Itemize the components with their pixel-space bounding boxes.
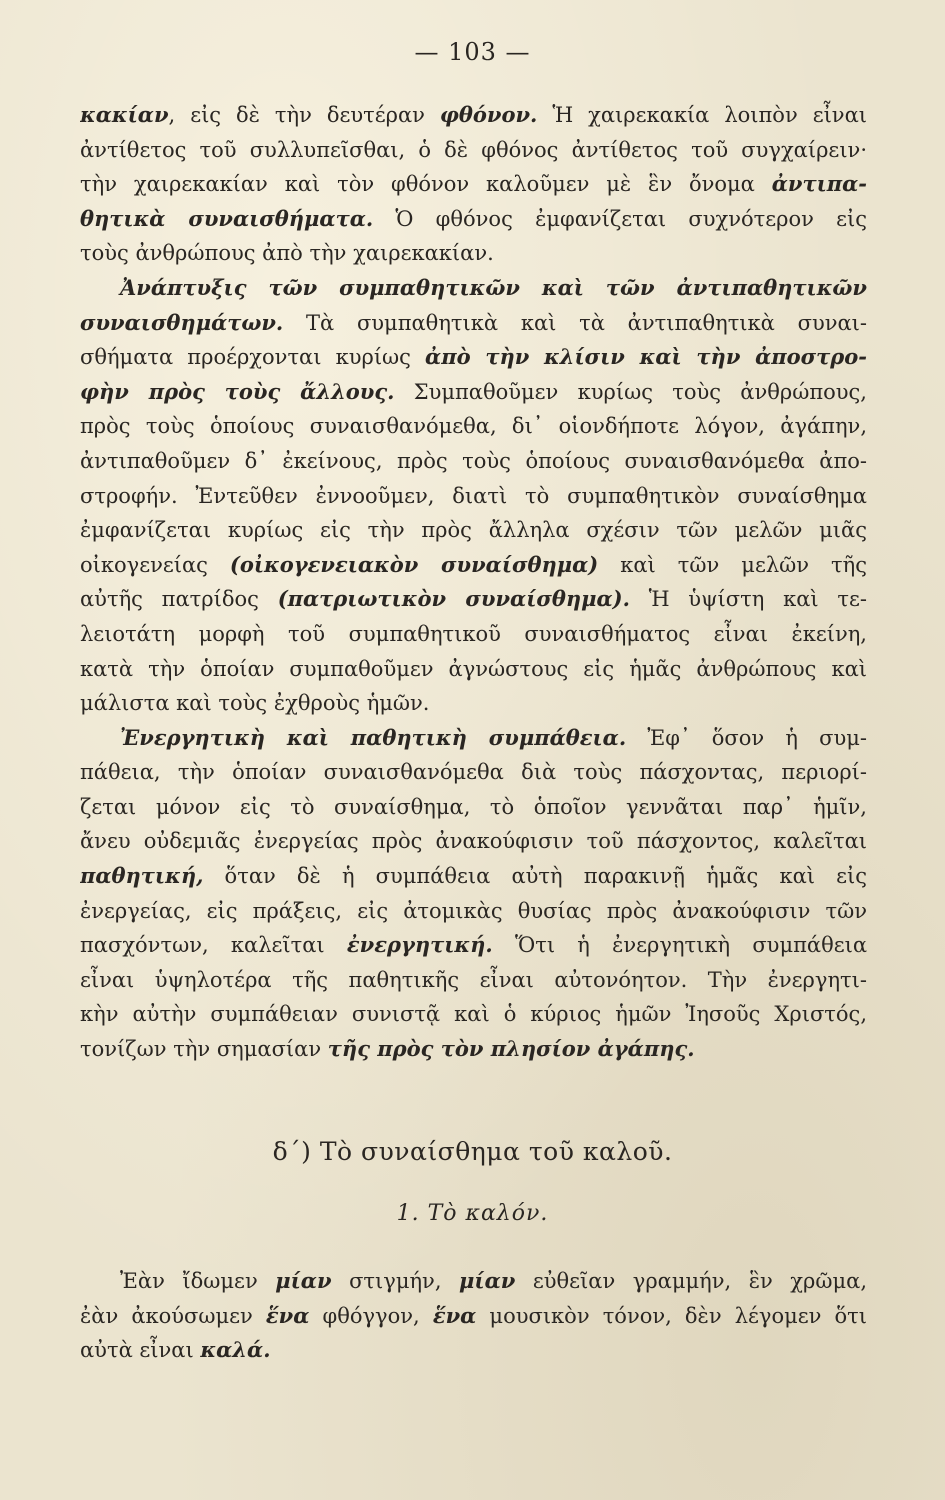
text-run: στιγμήν,: [331, 1269, 460, 1293]
text-run: μάλιστα καὶ τοὺς ἐχθροὺς ἡμῶν.: [80, 691, 430, 716]
text-run: ἄνευ οὐδεμιᾶς ἐνεργείας πρὸς ἀνακούφισιν τοῦ πάσχοντος, καλεῖται: [80, 829, 867, 854]
text-run: Ἡ χαιρεκακία λοιπὸν εἶναι: [537, 103, 867, 127]
text-run: αὐτὰ εἶναι: [80, 1338, 201, 1363]
page-number: — 103 —: [414, 38, 531, 66]
text-line: [80, 306, 867, 341]
text-line: [80, 340, 867, 375]
text-run: ζεται μόνον εἰς τὸ συναίσθημα, τὸ ὁποῖον γεννᾶται παρ᾿ ἡμῖν,: [80, 794, 867, 819]
text-line: [80, 1032, 867, 1067]
text-run: εἶναι ὑψηλοτέρα τῆς παθητικῆς εἶναι αὐτονόητον. Τὴν ἐνεργητι-: [80, 967, 867, 992]
emphasis-text: μίαν: [459, 1268, 516, 1293]
text-line: [80, 859, 867, 894]
text-run: Ἐφ᾿ ὅσον ἡ συμ-: [626, 725, 867, 750]
emphasis-text: ἀντιπα-: [771, 171, 867, 197]
text-line: [80, 582, 867, 617]
text-line: [80, 686, 867, 721]
emphasis-text: μίαν: [275, 1268, 332, 1293]
emphasis-text: τῆς πρὸς τὸν πλησίον ἀγάπης.: [327, 1036, 695, 1062]
text-run: αὐτῆς πατρίδος: [80, 587, 278, 612]
text-run: πάθεια, τὴν ὁποίαν συναισθανόμεθα διὰ τοὺς πάσχοντας, περιορί-: [80, 760, 867, 785]
text-run: Ἐὰν ἴδωμεν: [120, 1269, 276, 1293]
text-run: φθόγγον,: [309, 1303, 433, 1328]
emphasis-text: καλά.: [200, 1337, 271, 1363]
text-line: [80, 755, 867, 790]
text-run: ἐνεργείας, εἰς πράξεις, εἰς ἀτομικὰς θυσίας πρὸς ἀνακούφισιν τῶν: [80, 898, 867, 923]
text-line: [80, 375, 867, 410]
text-run: κὴν αὐτὴν συμπάθειαν συνιστᾷ καὶ ὁ κύριος ἡμῶν Ἰησοῦς Χριστός,: [80, 1002, 867, 1027]
section-heading: δ΄) Τὸ συναίσθημα τοῦ καλοῦ.: [272, 1137, 673, 1166]
text-run: Τὰ συμπαθητικὰ καὶ τὰ ἀντιπαθητικὰ συναι-: [283, 310, 867, 335]
emphasis-text: κακίαν: [80, 102, 169, 127]
emphasis-text: θητικὰ συναισθήματα.: [80, 205, 374, 231]
text-run: ἀντίθετος τοῦ συλλυπεῖσθαι, ὁ δὲ φθόνος ἀντίθετος τοῦ συγχαίρειν·: [80, 137, 867, 162]
emphasis-text: (οἰκογενειακὸν συναίσθημα): [229, 551, 599, 577]
text-run: τοὺς ἀνθρώπους ἀπὸ τὴν χαιρεκακίαν.: [80, 241, 494, 266]
text-run: εὐθεῖαν γραμμήν, ἓν χρῶμα,: [515, 1269, 867, 1293]
text-line: [80, 721, 867, 756]
text-line: [80, 963, 867, 998]
emphasis-text: (πατριωτικὸν συναίσθημα).: [277, 586, 630, 612]
text-line: [80, 997, 867, 1032]
text-line: [80, 1299, 867, 1334]
text-line: [80, 271, 867, 306]
text-run: λειοτάτη μορφὴ τοῦ συμπαθητικοῦ συναισθήματος εἶναι ἐκείνη,: [80, 621, 867, 646]
text-line: [80, 513, 867, 548]
text-line: [80, 133, 867, 168]
emphasis-text: συναισθημάτων.: [80, 309, 284, 335]
text-run: ἐὰν ἀκούσωμεν: [80, 1303, 266, 1328]
text-line: [80, 894, 867, 929]
text-run: οἰκογενείας: [80, 552, 230, 577]
emphasis-text: φθόνον.: [439, 102, 538, 127]
body-text: [80, 98, 867, 1067]
emphasis-text: ἕνα: [265, 1302, 310, 1328]
text-line: [80, 824, 867, 859]
text-line: [80, 98, 867, 133]
text-run: κατὰ τὴν ὁποίαν συμπαθοῦμεν ἀγνώστους εἰς ἡμᾶς ἀνθρώπους καὶ: [80, 656, 867, 681]
text-run: πασχόντων, καλεῖται: [80, 933, 347, 958]
emphasis-text: Ἀνάπτυξις τῶν συμπαθητικῶν καὶ τῶν ἀντιπαθητικῶν: [120, 274, 867, 300]
emphasis-text: ἐνεργητική.: [346, 932, 493, 958]
text-run: ὅταν δὲ ἡ συμπάθεια αὐτὴ παρακινῇ ἡμᾶς καὶ εἰς: [203, 864, 867, 889]
emphasis-text: Ἐνεργητικὴ καὶ παθητικὴ συμπάθεια.: [120, 724, 627, 750]
emphasis-text: ἀπὸ τὴν κλίσιν καὶ τὴν ἀποστρο-: [425, 344, 867, 370]
text-line: [80, 479, 867, 514]
text-line: [80, 409, 867, 444]
text-line: [80, 790, 867, 825]
text-line: [80, 167, 867, 202]
text-run: τὴν χαιρεκακίαν καὶ τὸν φθόνον καλοῦμεν μὲ ἓν ὄνομα: [80, 172, 772, 197]
text-line: [80, 1264, 867, 1299]
text-line: [80, 202, 867, 237]
emphasis-text: παθητική,: [80, 863, 204, 889]
text-run: καὶ τῶν μελῶν τῆς: [598, 552, 867, 577]
text-run: τονίζων τὴν σημασίαν: [80, 1037, 328, 1062]
text-run: Ἡ ὑψίστη καὶ τε-: [629, 587, 867, 612]
text-run: στροφήν. Ἐντεῦθεν ἐννοοῦμεν, διατὶ τὸ συμπαθητικὸν συναίσθημα: [80, 483, 867, 508]
text-line: [80, 444, 867, 479]
text-run: πρὸς τοὺς ὁποίους συναισθανόμεθα, δι᾿ οἱονδήποτε λόγον, ἀγάπην,: [80, 414, 867, 439]
text-line: [80, 236, 867, 271]
emphasis-text: ἕνα: [432, 1302, 477, 1328]
text-run: Ὁ φθόνος ἐμφανίζεται συχνότερον εἰς: [373, 206, 867, 231]
final-paragraph: [80, 1264, 867, 1368]
text-run: Ὅτι ἡ ἐνεργητικὴ συμπάθεια: [492, 933, 867, 958]
text-line: [80, 928, 867, 963]
text-run: , εἰς δὲ τὴν δευτέραν: [168, 103, 440, 127]
text-line: [80, 652, 867, 687]
text-run: σθήματα προέρχονται κυρίως: [80, 345, 426, 370]
text-run: μουσικὸν τόνον, δὲν λέγομεν ὅτι: [476, 1303, 867, 1328]
sub-heading: 1. Τὸ καλόν.: [396, 1201, 549, 1226]
text-run: Συμπαθοῦμεν κυρίως τοὺς ἀνθρώπους,: [394, 379, 867, 404]
text-run: ἀντιπαθοῦμεν δ᾿ ἐκείνους, πρὸς τοὺς ὁποίους συναισθανόμεθα ἀπο-: [80, 448, 867, 473]
text-run: ἐμφανίζεται κυρίως εἰς τὴν πρὸς ἄλληλα σχέσιν τῶν μελῶν μιᾶς: [80, 518, 867, 543]
text-line: [80, 617, 867, 652]
text-line: [80, 1333, 867, 1368]
emphasis-text: φὴν πρὸς τοὺς ἄλλους.: [80, 378, 395, 404]
text-line: [80, 548, 867, 583]
